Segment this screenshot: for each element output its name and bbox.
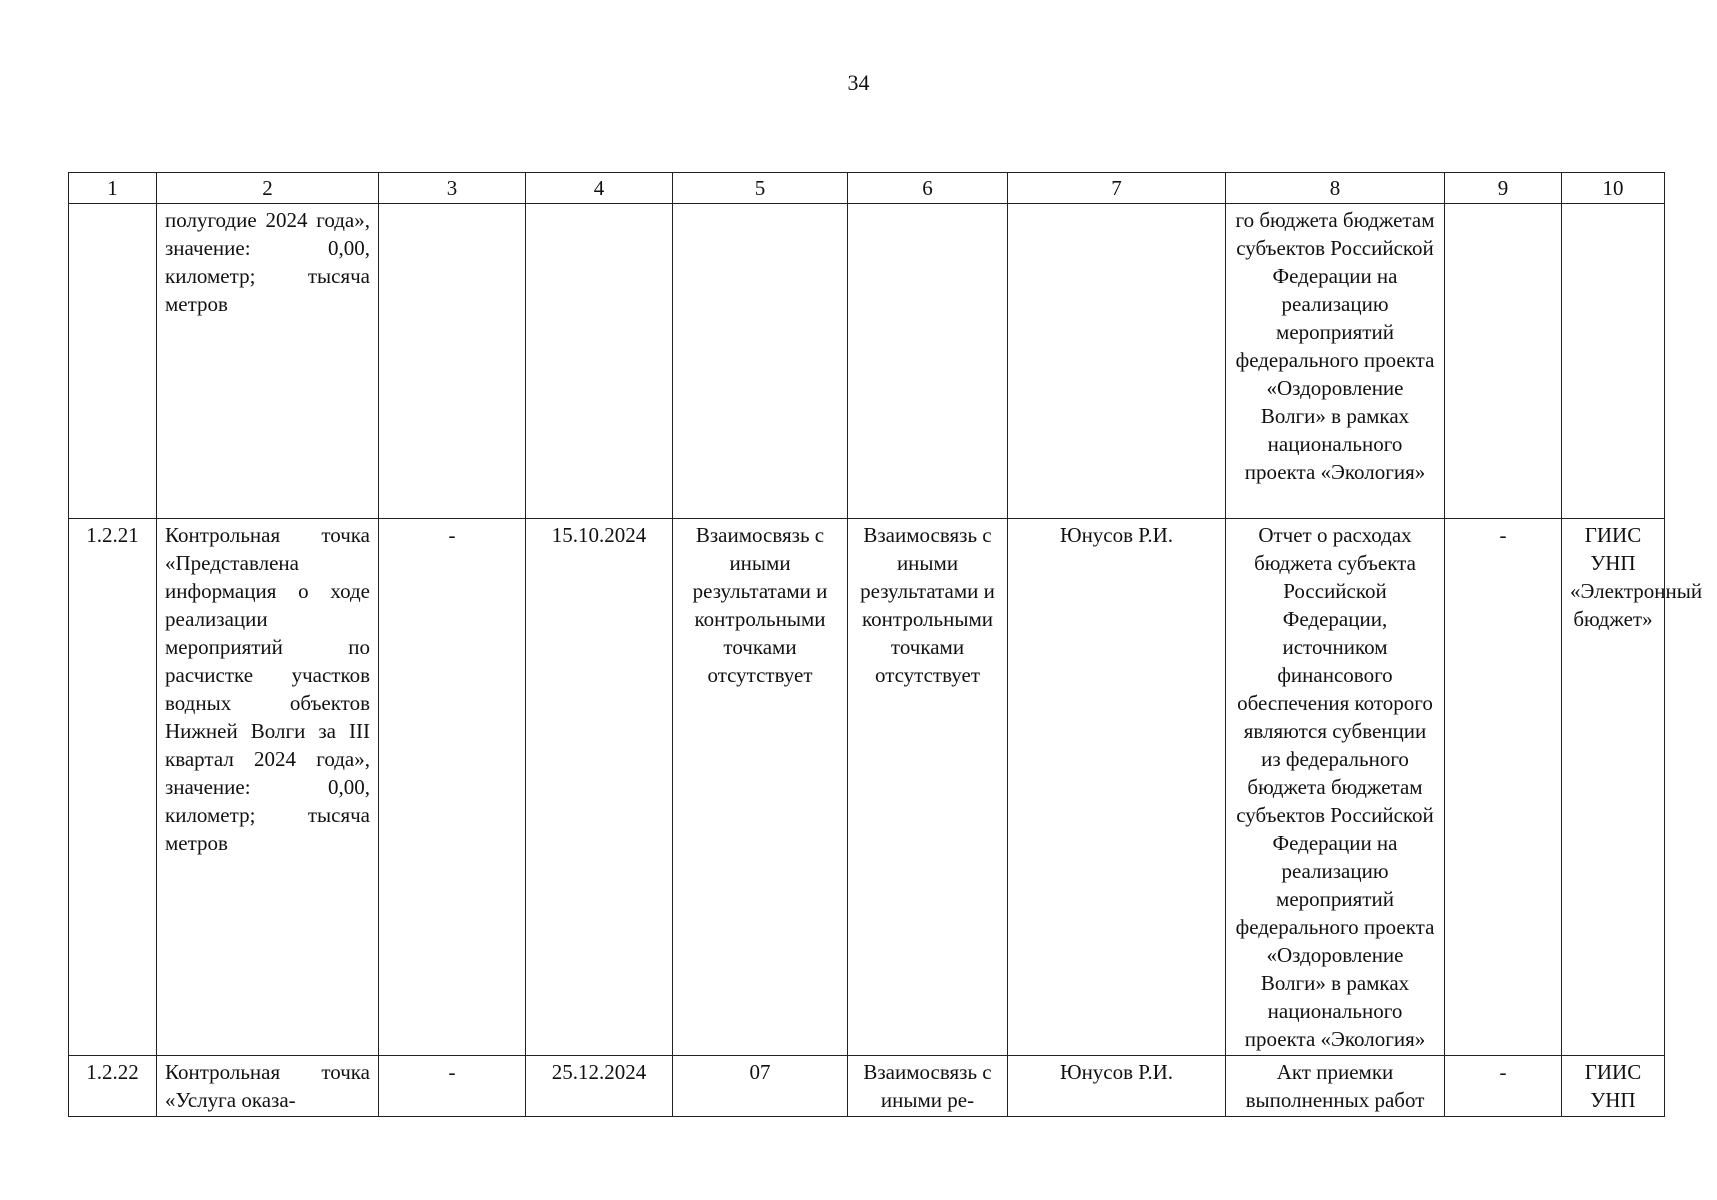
cell-col6: Взаимосвязь с иными ре- bbox=[848, 1056, 1008, 1117]
column-header-8: 8 bbox=[1226, 173, 1445, 204]
column-header-10: 10 bbox=[1562, 173, 1665, 204]
column-header-9: 9 bbox=[1445, 173, 1562, 204]
cell-number bbox=[69, 204, 157, 519]
cell-col3: - bbox=[379, 519, 526, 1056]
cell-description: полугодие 2024 года», значение: 0,00, километр; тысяча метров bbox=[157, 204, 379, 519]
cell-col5: 07 bbox=[673, 1056, 848, 1117]
cell-document: Акт приемки выполненных работ bbox=[1226, 1056, 1445, 1117]
cell-date: 15.10.2024 bbox=[526, 519, 673, 1056]
column-header-2: 2 bbox=[157, 173, 379, 204]
cell-col9: - bbox=[1445, 1056, 1562, 1117]
cell-responsible: Юнусов Р.И. bbox=[1008, 519, 1226, 1056]
cell-description: Контрольная точка «Услуга оказа- bbox=[157, 1056, 379, 1117]
cell-document: Отчет о расходах бюджета субъекта Российской Федерации, источником финансового обеспечения которого являются субвенции из федерального бюджета бюджетам субъектов Российской Федерации на реализацию мероприятий федерального проекта «Оздоровление Волги» в рамках национального проекта «Экология» bbox=[1226, 519, 1445, 1056]
cell-system: ГИИС УНП «Электронный бюджет» bbox=[1562, 519, 1665, 1056]
column-header-4: 4 bbox=[526, 173, 673, 204]
column-header-1: 1 bbox=[69, 173, 157, 204]
table-row bbox=[69, 519, 1665, 1056]
column-header-6: 6 bbox=[848, 173, 1008, 204]
cell-col5 bbox=[673, 204, 848, 519]
cell-responsible: Юнусов Р.И. bbox=[1008, 1056, 1226, 1117]
cell-responsible bbox=[1008, 204, 1226, 519]
cell-col9: - bbox=[1445, 519, 1562, 1056]
cell-system bbox=[1562, 204, 1665, 519]
cell-description: Контрольная точка «Представлена информация о ходе реализации мероприятий по расчистке участков водных объектов Нижней Волги за III квартал 2024 года», значение: 0,00, километр; тысяча метров bbox=[157, 519, 379, 1056]
cell-system: ГИИС УНП bbox=[1562, 1056, 1665, 1117]
column-header-7: 7 bbox=[1008, 173, 1226, 204]
cell-number: 1.2.21 bbox=[69, 519, 157, 1056]
cell-document: го бюджета бюджетам субъектов Российской Федерации на реализацию мероприятий федерального проекта «Оздоровление Волги» в рамках национального проекта «Экология» bbox=[1226, 204, 1445, 519]
cell-col5: Взаимосвязь с иными результатами и контрольными точками отсутствует bbox=[673, 519, 848, 1056]
column-header-3: 3 bbox=[379, 173, 526, 204]
cell-col3 bbox=[379, 204, 526, 519]
cell-date bbox=[526, 204, 673, 519]
table-row bbox=[69, 1056, 1665, 1117]
control-points-table bbox=[68, 172, 1703, 1117]
cell-col6 bbox=[848, 204, 1008, 519]
cell-col9 bbox=[1445, 204, 1562, 519]
page-number: 34 bbox=[847, 70, 870, 95]
header-row bbox=[69, 173, 1665, 204]
cell-col3: - bbox=[379, 1056, 526, 1117]
cell-date: 25.12.2024 bbox=[526, 1056, 673, 1117]
column-header-5: 5 bbox=[673, 173, 848, 204]
cell-col6: Взаимосвязь с иными результатами и контрольными точками отсутствует bbox=[848, 519, 1008, 1056]
table-row bbox=[69, 204, 1665, 519]
cell-number: 1.2.22 bbox=[69, 1056, 157, 1117]
